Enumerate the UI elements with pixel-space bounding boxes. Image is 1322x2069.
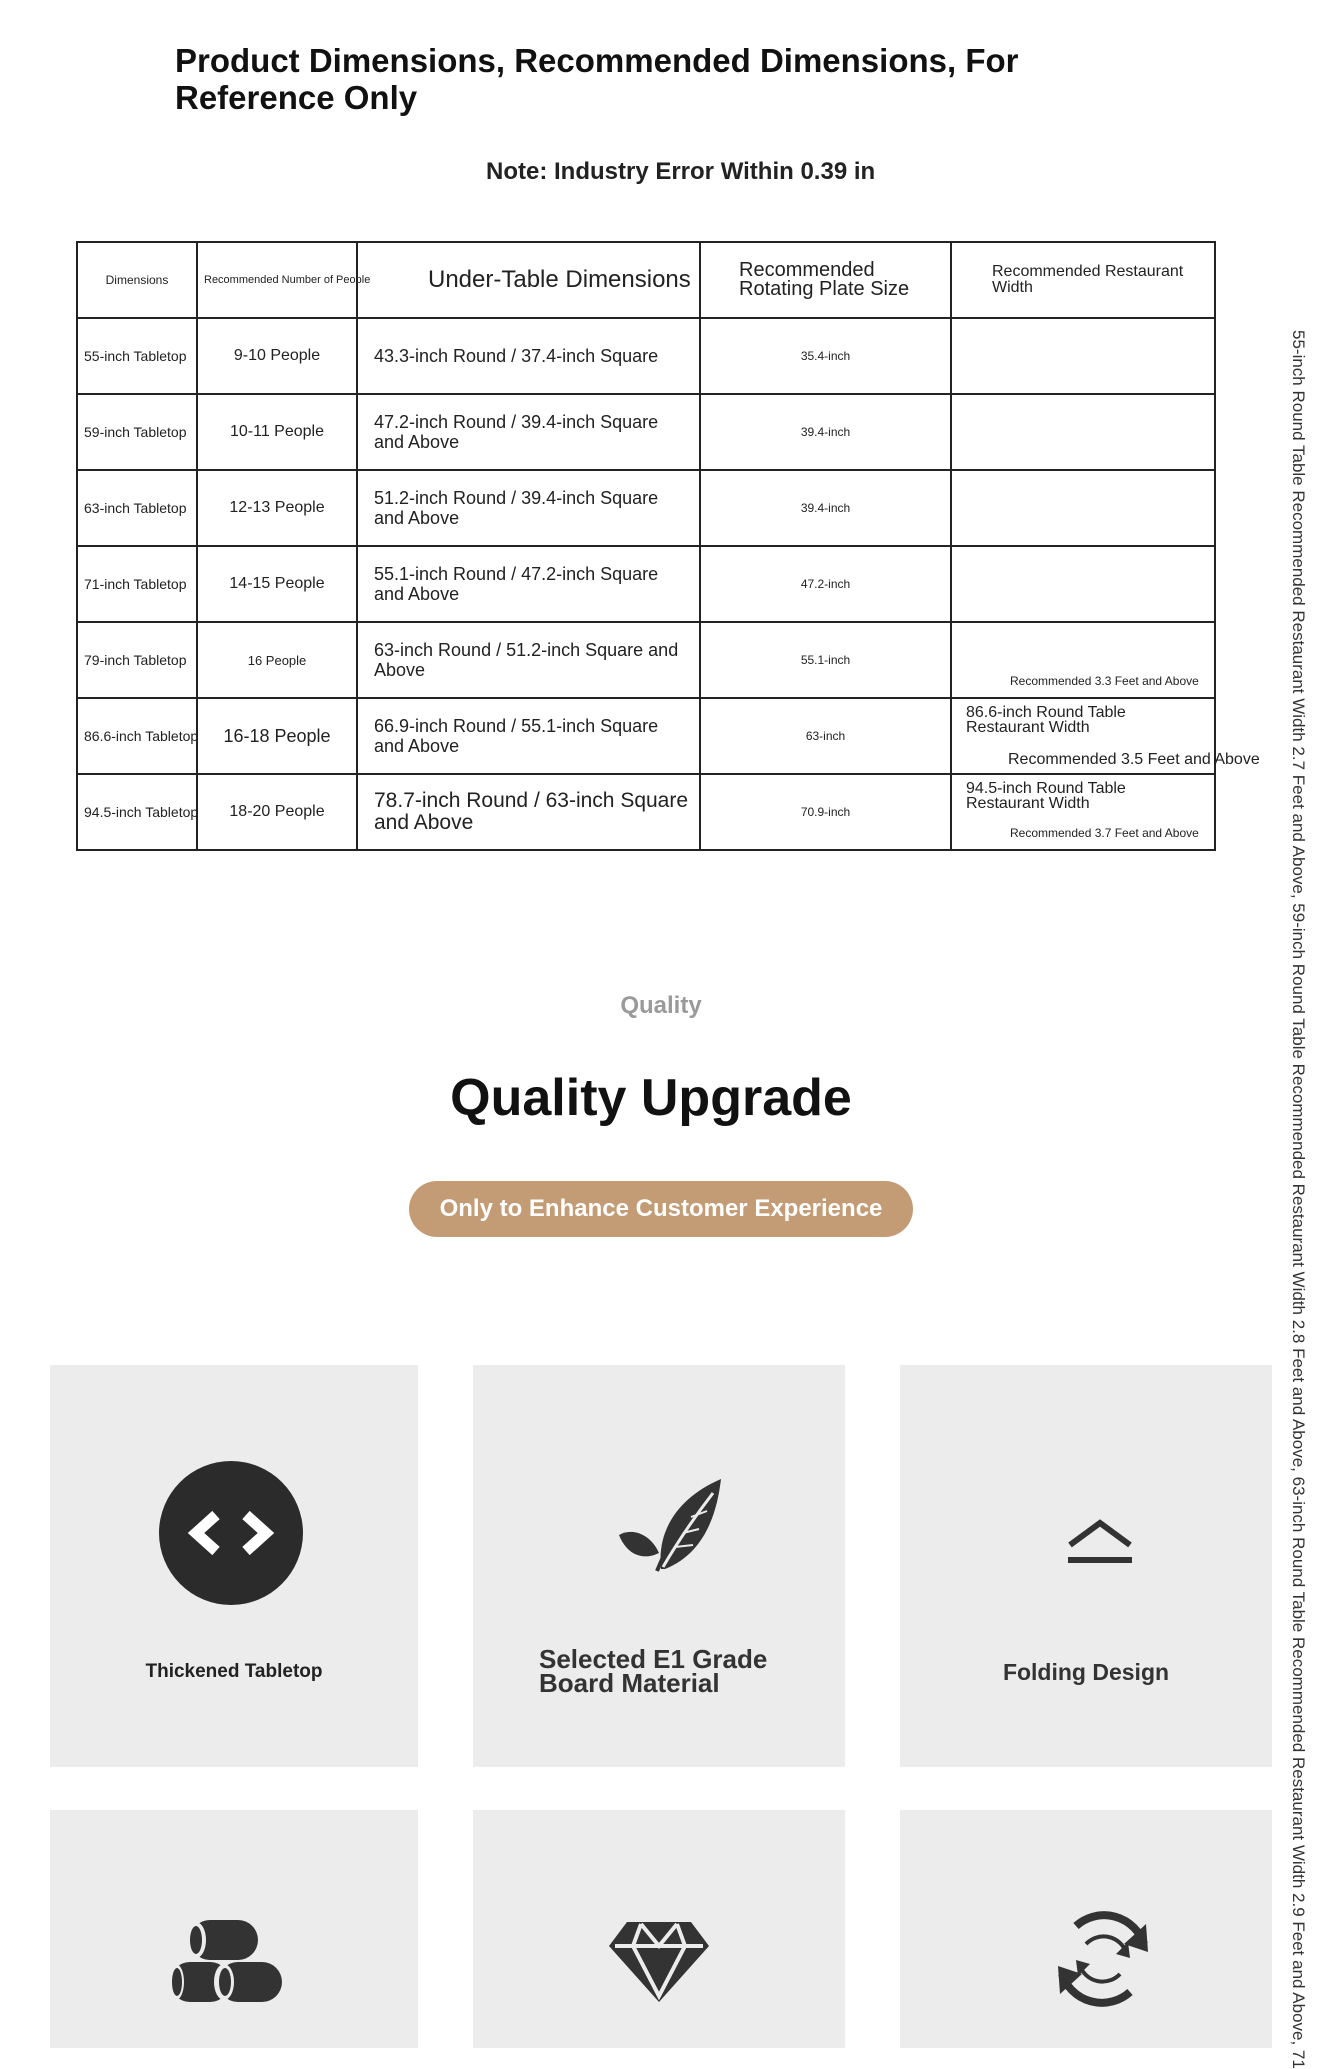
- pipes-icon: [168, 1916, 288, 2006]
- cell-width: [951, 622, 1215, 698]
- cell-width: [951, 394, 1215, 470]
- header-restaurant-width: Recommended Restaurant Width: [951, 242, 1215, 318]
- feature-card: [473, 1365, 845, 1767]
- table-row: [77, 394, 1215, 470]
- width-caption: 86.6-inch Round Table Restaurant Width: [966, 704, 1126, 736]
- side-note: 55-inch Round Table Recommended Restaurant Width 2.7 Feet and Above, 59-inch Round Table Recommended Restaurant Width 2.8 Feet and Above, 63-inch Round Table Recommended Restaurant Width 2.9 Feet and Above, 71: [1289, 330, 1308, 2069]
- code-circle-icon: [158, 1460, 304, 1606]
- cell-plate: 55.1-inch: [700, 622, 951, 698]
- table-row: [77, 774, 1215, 850]
- width-recommendation: Recommended 3.5 Feet and Above: [1008, 751, 1260, 768]
- table-row: [77, 470, 1215, 546]
- cell-plate: 35.4-inch: [700, 318, 951, 394]
- cell-width: [951, 546, 1215, 622]
- cell-width: [951, 318, 1215, 394]
- page-title: Product Dimensions, Recommended Dimensions, For Reference Only: [175, 42, 1019, 116]
- cell-people: 16 People: [197, 622, 357, 698]
- cell-under: 51.2-inch Round / 39.4-inch Square and Above: [357, 470, 700, 546]
- cell-size: 63-inch Tabletop: [77, 470, 197, 546]
- feature-card: [900, 1365, 1272, 1767]
- table-header-row: [77, 242, 1215, 318]
- cell-under: 43.3-inch Round / 37.4-inch Square: [357, 318, 700, 394]
- cell-size: 71-inch Tabletop: [77, 546, 197, 622]
- table-row: [77, 546, 1215, 622]
- cell-plate: 70.9-inch: [700, 774, 951, 850]
- cell-people: 12-13 People: [197, 470, 357, 546]
- feature-card: [50, 1810, 418, 2048]
- header-plate-size: Recommended Rotating Plate Size: [700, 242, 951, 318]
- section-title: Quality Upgrade: [450, 1069, 852, 1127]
- cell-people: 10-11 People: [197, 394, 357, 470]
- cell-people: 18-20 People: [197, 774, 357, 850]
- header-under-table: Under-Table Dimensions: [357, 242, 700, 318]
- cell-under: 66.9-inch Round / 55.1-inch Square and Above: [357, 698, 700, 774]
- width-caption: 94.5-inch Round Table Restaurant Width: [966, 780, 1126, 812]
- experience-badge: Only to Enhance Customer Experience: [409, 1181, 913, 1237]
- feature-card: [50, 1365, 418, 1767]
- cell-people: 16-18 People: [197, 698, 357, 774]
- cell-plate: 39.4-inch: [700, 394, 951, 470]
- cell-plate: 47.2-inch: [700, 546, 951, 622]
- table-row: [77, 622, 1215, 698]
- width-recommendation: Recommended 3.3 Feet and Above: [1010, 674, 1199, 688]
- cell-under: 63-inch Round / 51.2-inch Square and Above: [357, 622, 700, 698]
- dimensions-table: [76, 241, 1260, 851]
- cell-size: 94.5-inch Tabletop: [77, 774, 197, 850]
- feature-card: [900, 1810, 1272, 2048]
- cell-size: 79-inch Tabletop: [77, 622, 197, 698]
- card-label: Thickened Tabletop: [145, 1661, 323, 1682]
- cell-width: [951, 774, 1215, 850]
- card-label: Selected E1 Grade Board Material: [539, 1644, 768, 1698]
- error-note: Note: Industry Error Within 0.39 in: [486, 158, 876, 185]
- cell-size: 59-inch Tabletop: [77, 394, 197, 470]
- cell-people: 9-10 People: [197, 318, 357, 394]
- cell-size: 86.6-inch Tabletop: [77, 698, 197, 774]
- diamond-icon: [605, 1918, 713, 2004]
- refresh-icon: [1048, 1904, 1158, 2014]
- card-label: Folding Design: [1002, 1659, 1170, 1685]
- cell-width: [951, 470, 1215, 546]
- cell-under: 78.7-inch Round / 63-inch Square and Above: [357, 774, 700, 850]
- cell-width: [951, 698, 1260, 774]
- header-dimensions: Dimensions: [77, 242, 197, 318]
- table-row: [77, 698, 1215, 774]
- cell-size: 55-inch Tabletop: [77, 318, 197, 394]
- section-subtitle: Quality: [620, 992, 702, 1019]
- header-people: Recommended Number of People: [197, 242, 357, 318]
- cell-plate: 39.4-inch: [700, 470, 951, 546]
- table-row: [77, 318, 1215, 394]
- cell-plate: 63-inch: [700, 698, 951, 774]
- cell-under: 55.1-inch Round / 47.2-inch Square and Above: [357, 546, 700, 622]
- width-recommendation: Recommended 3.7 Feet and Above: [1010, 826, 1199, 840]
- eject-icon: [1064, 1517, 1136, 1567]
- feature-card: [473, 1810, 845, 2048]
- cell-under: 47.2-inch Round / 39.4-inch Square and Above: [357, 394, 700, 470]
- leaf-icon: [613, 1473, 733, 1583]
- cell-people: 14-15 People: [197, 546, 357, 622]
